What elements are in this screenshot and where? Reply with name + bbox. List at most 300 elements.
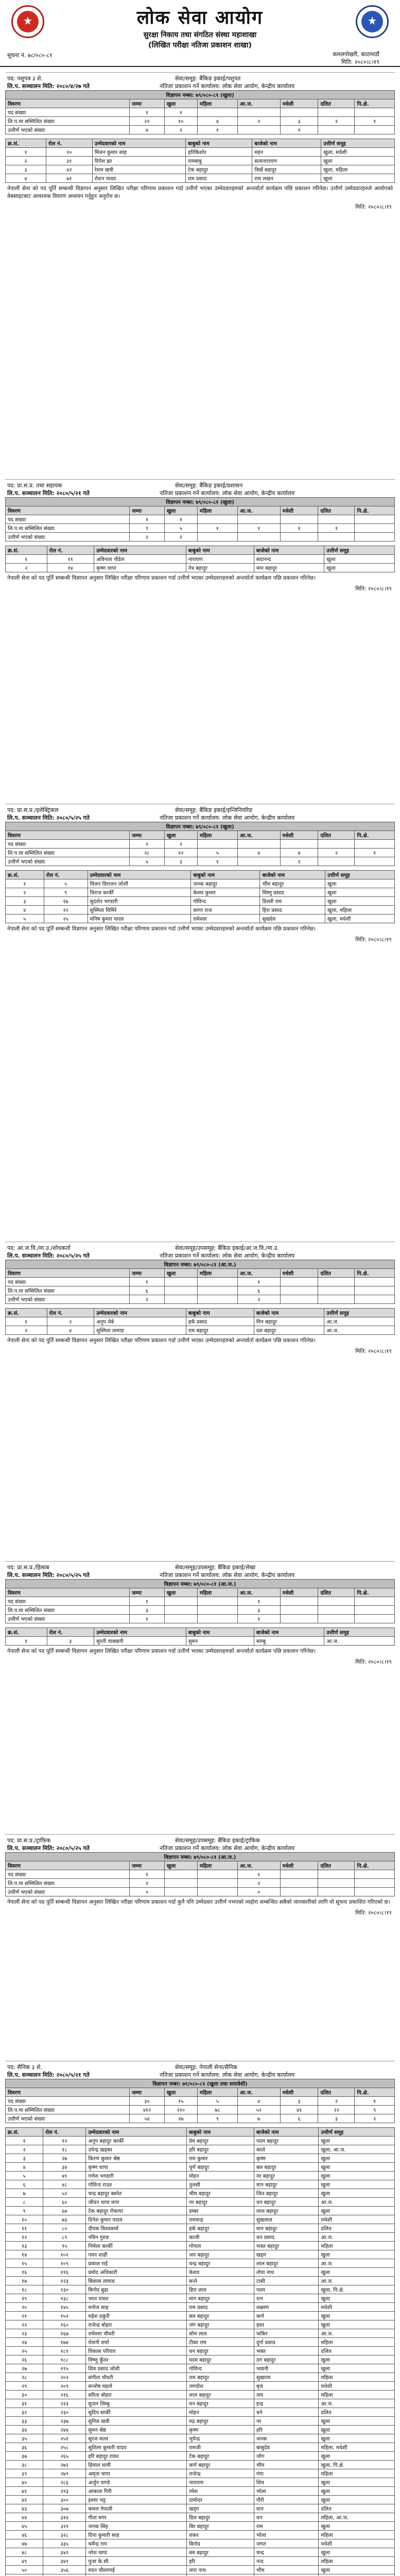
summary-cell (280, 1606, 318, 1615)
summary-cell (318, 1879, 355, 1888)
candidate-cell: हरिकिशोर (185, 148, 252, 157)
passed-candidates-table (5, 870, 395, 923)
summary-cell (197, 1597, 237, 1606)
candidate-cell: १०९ (43, 2259, 86, 2268)
candidate-cell: खुला (324, 564, 395, 572)
summary-cell: २ (130, 533, 165, 541)
candidate-cell: मान बहादुर (187, 2294, 254, 2303)
section-meta (5, 2061, 395, 2079)
summary-cell (197, 1615, 237, 1623)
candidate-cell: खुला, मधेशी (325, 914, 394, 923)
candidate-cell: २ (6, 157, 46, 165)
candidate-cell: खुला (325, 897, 394, 906)
table-row (6, 2285, 395, 2294)
candidate-cell: १८ (43, 2145, 86, 2154)
summary-column-header: आ.ज. (237, 1269, 280, 1278)
summary-cell (318, 1295, 355, 1304)
candidate-cell: आ.ज. (319, 2329, 395, 2338)
candidate-cell: खुला (319, 2320, 395, 2329)
table-row (6, 2320, 395, 2329)
candidate-cell: ४८ (43, 2180, 86, 2189)
candidate-cell: १८१ (43, 2347, 86, 2355)
section-date: मिति: २०८०।८।१९ (355, 204, 392, 210)
candidate-cell: महिला (319, 2373, 395, 2382)
summary-cell (164, 1606, 197, 1615)
service-group: सेवा/समूह: बैंकिङ इकाई/पशुपत (175, 75, 241, 82)
summary-cell: १ (280, 126, 318, 134)
summary-cell (318, 1606, 355, 1615)
summary-cell: ३ (237, 1606, 280, 1615)
table-row (6, 1637, 395, 1646)
candidate-cell: महिला (319, 2242, 395, 2250)
candidate-column-header: रोल नं. (46, 139, 92, 148)
candidate-cell: प्रमोद अधिकारी (86, 2268, 187, 2277)
summary-column-header: जम्मा (130, 831, 165, 840)
summary-cell (318, 533, 355, 541)
candidate-column-header: क्र.सं. (6, 2128, 43, 2137)
candidate-cell: १ (6, 148, 46, 157)
candidate-cell: ४१ (43, 2172, 86, 2180)
candidate-cell: गोविन्द (191, 897, 260, 906)
candidate-cell: केशव (187, 2268, 254, 2277)
candidate-cell: केशव कुमार (191, 888, 260, 897)
candidate-cell: नरेश थापा (86, 2548, 187, 2557)
candidate-cell: १७४ (43, 2338, 86, 2347)
summary-row (6, 1615, 395, 1623)
summary-cell: १ (237, 1278, 280, 1286)
candidate-cell: खुला (325, 879, 394, 888)
candidate-cell: ७३ (43, 2215, 86, 2224)
candidate-cell: बिनोद (187, 2539, 254, 2548)
section-meta (5, 73, 395, 90)
candidate-cell: गीता मगर (86, 2513, 187, 2522)
candidate-cell: जय बहादुर (187, 2250, 254, 2259)
candidate-cell: २५ (44, 914, 88, 923)
summary-cell: ३ (280, 117, 318, 126)
summary-row (6, 849, 395, 857)
summary-cell (355, 1278, 395, 1286)
candidate-cell: १४ (6, 2250, 43, 2259)
summary-cell: ६ (237, 1286, 280, 1295)
summary-cell (318, 1286, 355, 1295)
candidate-cell: २८ (6, 2373, 43, 2382)
summary-row (6, 857, 395, 866)
candidate-cell: रामबाबु (185, 157, 252, 165)
candidate-cell: जंग बहादुर (187, 2320, 254, 2329)
table-row (6, 2382, 395, 2391)
candidate-cell: कृष्ण (254, 2154, 319, 2163)
summary-cell: २ (130, 1295, 165, 1304)
candidate-cell: ४५ (6, 2522, 43, 2531)
candidate-cell: खुला (321, 174, 395, 183)
table-row (6, 2417, 395, 2426)
organization-title: लोक सेवा आयोग (136, 7, 264, 28)
summary-cell (318, 1615, 355, 1623)
summary-cell: ५ (197, 2097, 237, 2106)
candidate-column-header: रोल नं. (47, 546, 94, 555)
summary-cell: २२ (318, 2106, 355, 2114)
summary-column-header: दलित (318, 99, 355, 108)
candidate-cell: १६ (6, 2268, 43, 2277)
candidate-cell: २०२ (43, 2373, 86, 2382)
candidate-cell: २६ (6, 2355, 43, 2364)
candidate-cell: ११६ (43, 2268, 86, 2277)
summary-cell: १ (355, 117, 395, 126)
candidate-cell: मोहन (187, 2408, 254, 2417)
advertisement-number: विज्ञापन नम्बर: ७९/०८०-८१ (खुला) (6, 498, 395, 506)
candidate-cell: १३० (43, 2285, 86, 2294)
candidate-cell: प्रेम बहादुर (187, 2137, 254, 2145)
candidate-cell: मन बहादुर (187, 2399, 254, 2408)
summary-cell: १ (130, 1597, 165, 1606)
candidate-cell: नर (254, 2417, 319, 2426)
service-group: सेवा/समूह: नेपाली सेना/सैनिक (175, 2064, 238, 2071)
division-name: सुरक्षा निकाय तथा संगठित संस्था महाशाखा (143, 31, 257, 39)
section-meta (5, 1242, 395, 1260)
candidate-cell: खुला, पि.क्षे. (319, 2461, 395, 2469)
candidate-cell: ३४ (43, 2163, 86, 2172)
table-row (6, 2487, 395, 2496)
office-location: कमलपोखरी, काठमाडौं (333, 51, 379, 58)
summary-cell: २ (318, 2097, 355, 2106)
candidate-cell: दुर्गा प्रसाद (254, 2338, 319, 2347)
summary-column-header: विवरण (6, 1588, 130, 1597)
summary-cell (164, 1888, 197, 1896)
summary-cell (318, 515, 355, 524)
summary-cell (280, 533, 318, 541)
candidate-column-header: उत्तीर्ण समूह (324, 546, 395, 555)
summary-cell: २७ (164, 2114, 197, 2123)
candidate-column-header: क्र.सं. (6, 546, 47, 555)
candidate-cell: चन्द्र बहादुर (187, 2259, 254, 2268)
table-row (6, 2399, 395, 2408)
summary-cell: उत्तीर्ण भएको संख्या (6, 1615, 130, 1623)
summary-cell: ९ (355, 2106, 395, 2114)
summary-cell: उत्तीर्ण भएको संख्या (6, 2114, 130, 2123)
candidate-cell: राम बहादुर (187, 2373, 254, 2382)
summary-cell (237, 108, 280, 117)
summary-cell: १० (164, 117, 197, 126)
notice-paragraph: नेपाली सेना को पद पूर्ति सम्बन्धी विज्ञापन अनुसार लिखित परीक्षा परिणाम प्रकाशन गर्दा उत्तीर्ण भएका उम्मेदवारहरुको अन्तर्वार्ता कार्यक्रम पछि प्रकाशन गरिनेछ। (7, 1648, 316, 1654)
table-row (6, 2469, 395, 2478)
table-row (6, 2496, 395, 2504)
result-section (5, 804, 395, 944)
result-office: नतिजा प्रकाशन गर्ने कार्यालय: लोक सेवा आयोग, केन्द्रीय कार्यालय (160, 83, 295, 90)
candidate-cell: सुखदेव (260, 914, 325, 923)
candidate-cell: राम कुमार (187, 2154, 254, 2163)
post-name: पद: पशुपत्र ३ शे. (7, 75, 43, 82)
candidate-column-header: उम्मेदवारको नाम (88, 871, 191, 879)
summary-cell: २ (164, 533, 197, 541)
summary-table (5, 1852, 395, 1896)
candidate-cell: २३७ (43, 2417, 86, 2426)
summary-cell (164, 1286, 197, 1295)
candidate-column-header: उम्मेदवारको नाम (92, 139, 185, 148)
candidate-cell: आ.ज. (324, 1326, 395, 1335)
candidate-cell: धन प्रसाद (254, 2233, 319, 2242)
table-row (6, 2250, 395, 2259)
candidate-cell: हिरा लाल (187, 2285, 254, 2294)
post-name: पद: प्रा.स.प्र./हिसाब (7, 1564, 49, 1571)
passed-candidates-table (5, 139, 395, 183)
candidate-column-header: बाबुको नाम (186, 546, 254, 555)
candidate-cell: ३ (6, 165, 46, 174)
result-office: नतिजा प्रकाशन गर्ने कार्यालय: लोक सेवा आयोग, केन्द्रीय कार्यालय (160, 815, 295, 821)
candidate-cell: रोशन यादव (92, 174, 185, 183)
summary-cell: १ (280, 524, 318, 533)
candidate-cell: रत्न (254, 2294, 319, 2303)
summary-column-header: खुला (164, 1861, 197, 1870)
candidate-cell: सरिता बोहरा (86, 2391, 187, 2399)
section-date: मिति: २०८०।८।१९ (355, 586, 392, 592)
summary-cell (164, 1870, 197, 1879)
summary-column-header: विवरण (6, 506, 130, 515)
candidate-cell: मधेशी (319, 2303, 395, 2312)
notice-header (0, 0, 400, 67)
summary-cell: २ (355, 2114, 395, 2123)
candidate-column-header: बाजेको नाम (254, 1628, 324, 1637)
section-meta (5, 480, 395, 497)
candidate-cell: ४९ (6, 2557, 43, 2566)
candidate-cell: सुखराम (254, 2373, 319, 2382)
table-row (6, 2233, 395, 2242)
table-row (6, 157, 395, 165)
candidate-cell (319, 2574, 395, 2576)
table-row (6, 2259, 395, 2268)
summary-row (6, 1278, 395, 1286)
summary-column-header: विवरण (6, 99, 130, 108)
candidate-cell: महेश ठकुरी (86, 2312, 187, 2320)
candidate-cell: सदानन्द (254, 555, 324, 564)
candidate-cell: सागर राज (191, 906, 260, 914)
candidate-cell: जनक बहादुर (191, 879, 260, 888)
candidate-cell: ३२ (6, 2408, 43, 2417)
summary-cell (280, 840, 318, 849)
candidate-cell: हस्त (254, 2320, 319, 2329)
table-row (6, 2347, 395, 2355)
candidate-cell: १२ (6, 2233, 43, 2242)
section-meta (5, 804, 395, 822)
table-row (6, 2566, 395, 2574)
candidate-cell: १२३ (43, 2277, 86, 2285)
summary-cell: ४ (237, 2097, 280, 2106)
table-row (6, 2522, 395, 2531)
candidate-cell: खुला (319, 2434, 395, 2443)
candidate-cell: ४८ (6, 2548, 43, 2557)
result-office: नतिजा प्रकाशन गर्ने कार्यालय: लोक सेवा आयोग, केन्द्रीय कार्यालय (160, 1252, 295, 1259)
candidate-cell: १ (6, 555, 47, 564)
advertisement-number: विज्ञापन नम्बर: ७९/०८०-८१ (आ.ज.) (6, 1260, 395, 1269)
candidate-cell: ५२ (43, 2189, 86, 2198)
candidate-column-header: उम्मेदवारको नाम (94, 1309, 186, 1317)
summary-column-header: विवरण (6, 1269, 130, 1278)
summary-cell: २ (237, 1295, 280, 1304)
candidate-cell: कृष्ण (187, 2426, 254, 2434)
candidate-cell: २९३ (43, 2487, 86, 2496)
candidate-cell: भीम बहादुर (187, 2189, 254, 2198)
candidate-cell: गोविन्द (187, 2364, 254, 2373)
table-row (6, 2207, 395, 2215)
summary-cell (355, 857, 395, 866)
candidate-cell: ५० (6, 2566, 43, 2574)
summary-cell (280, 1286, 318, 1295)
candidate-column-header: उत्तीर्ण समूह (319, 2128, 395, 2137)
advertisement-number: विज्ञापन नम्बर: ७९/०८०-८१ (खुला) (6, 91, 395, 99)
candidate-cell (43, 2574, 86, 2576)
summary-cell: लि.प.मा सम्मिलित संख्या (6, 117, 130, 126)
candidate-cell: उपेन्द्र खड्का (86, 2145, 187, 2154)
summary-cell: पद संख्या (6, 1278, 130, 1286)
summary-row (6, 126, 395, 134)
candidate-cell: २९ (6, 2382, 43, 2391)
candidate-cell: विष्णु कुँवर (86, 2355, 187, 2364)
candidate-cell: जगदीश (187, 2382, 254, 2391)
candidate-cell: सुखलाल (254, 2215, 319, 2224)
candidate-cell: खुला (319, 2426, 395, 2434)
summary-cell: १ (237, 524, 280, 533)
candidate-cell: ६० (43, 2198, 86, 2207)
summary-cell (318, 1888, 355, 1896)
candidate-cell: कर्ण बहादुर (187, 2461, 254, 2469)
candidate-cell: राम प्रसाद (187, 2303, 254, 2312)
candidate-cell: तोया नाथ (254, 2268, 319, 2277)
summary-cell (280, 1888, 318, 1896)
candidate-cell: जगत (254, 2539, 319, 2548)
exam-date: लि.प. सञ्चालन मिति: २०८०/५/२५ गते (7, 1845, 90, 1852)
summary-cell: उत्तीर्ण भएको संख्या (6, 857, 130, 866)
candidate-cell: जनक (254, 2434, 319, 2443)
candidate-cell: लाल बहादुर (254, 2259, 319, 2268)
candidate-cell: खड्ग (187, 2504, 254, 2513)
candidate-cell: रामेश्वर (191, 914, 260, 923)
summary-cell: ५४ (130, 2114, 165, 2123)
summary-cell: लि.प.मा सम्मिलित संख्या (6, 1286, 130, 1295)
candidate-column-header: रोल नं. (44, 871, 88, 879)
candidate-cell: खुला (319, 2250, 395, 2259)
summary-cell: ५ (197, 849, 237, 857)
summary-cell: १ (130, 108, 165, 117)
candidate-cell: २ (6, 2145, 43, 2154)
candidate-cell: सुमन (186, 1637, 254, 1646)
candidate-cell: कृष्ण थापा (94, 564, 186, 572)
candidate-cell: ३७ (6, 2452, 43, 2461)
table-row (6, 2224, 395, 2233)
summary-table (5, 822, 395, 866)
candidate-cell: ११ (6, 2224, 43, 2233)
candidate-cell: आ.ज. (324, 1637, 395, 1646)
candidate-cell: ९ (6, 2207, 43, 2215)
candidate-cell: ३४९ (43, 2557, 86, 2566)
section-meta (5, 1562, 395, 1579)
candidate-cell: अनुप थेबे (94, 1317, 186, 1326)
table-row (6, 2312, 395, 2320)
candidate-cell: २२३ (43, 2399, 86, 2408)
candidate-cell: मधेशी (319, 2539, 395, 2548)
summary-cell (355, 1888, 395, 1896)
candidate-cell: ५ (6, 2172, 43, 2180)
table-row (6, 2329, 395, 2338)
summary-column-header: मधेशी (280, 1269, 318, 1278)
summary-column-header: खुला (164, 506, 197, 515)
passed-candidates-table (5, 1628, 395, 1646)
summary-row (6, 840, 395, 849)
table-row (6, 906, 395, 914)
candidate-column-header: बाजेको नाम (260, 871, 325, 879)
candidate-cell: आकाश गिरी (86, 2487, 187, 2496)
candidate-cell: खड्ग (254, 2250, 319, 2259)
summary-cell (318, 1597, 355, 1606)
summary-cell: ६ (280, 2114, 318, 2123)
passed-candidates-table (5, 546, 395, 572)
candidate-cell: १६७ (43, 2329, 86, 2338)
summary-cell: २ (318, 117, 355, 126)
summary-cell (164, 1879, 197, 1888)
summary-cell: ० (130, 1888, 165, 1896)
summary-row (6, 1597, 395, 1606)
summary-cell (318, 1870, 355, 1879)
summary-cell (355, 524, 395, 533)
section-date: मिति: २०८०।८।१९ (355, 1910, 392, 1916)
candidate-cell: निर्मला कार्की (86, 2242, 187, 2250)
candidate-cell: २७ (6, 2364, 43, 2373)
candidate-cell: नन्द (254, 2557, 319, 2566)
candidate-cell: दलित (319, 2504, 395, 2513)
notice-paragraph: नेपाली सेना को पद पूर्ति सम्बन्धी विज्ञापन अनुसार लिखित परीक्षा परिणाम प्रकाशन गर्दा उत्तीर्ण भएका उम्मेदवारहरुको अन्तर्वार्ता कार्यक्रम पछि प्रकाशन गरिनेछ। (7, 575, 316, 581)
candidate-column-header: क्र.सं. (6, 139, 46, 148)
summary-column-header: दलित (318, 1588, 355, 1597)
summary-column-header: मधेशी (280, 99, 318, 108)
candidate-cell: ७१ (46, 174, 92, 183)
candidate-cell: १६० (43, 2320, 86, 2329)
candidate-cell: चन्द्र बहादुर बस्नेत (86, 2189, 187, 2198)
table-row (6, 2531, 395, 2539)
candidate-cell: हरि बहादुर (187, 2145, 254, 2154)
candidate-cell: १० (46, 148, 92, 157)
candidate-cell: पूर्ण बहादुर (187, 2163, 254, 2172)
candidate-cell: चन्द्र (254, 2548, 319, 2557)
summary-column-header: खुला (164, 2088, 197, 2097)
candidate-cell: कर्ण (254, 2312, 319, 2320)
candidate-cell (254, 2574, 319, 2576)
candidate-cell: महिला (319, 2557, 395, 2566)
candidate-column-header: उत्तीर्ण समूह (321, 139, 395, 148)
candidate-cell: ९५ (43, 2242, 86, 2250)
summary-cell: १ (197, 857, 237, 866)
summary-cell: २१० (164, 2106, 197, 2114)
summary-cell: २ (318, 849, 355, 857)
candidate-cell: मान बहादुर (254, 2224, 319, 2233)
candidate-cell: सुरती याक्खनी (94, 1637, 186, 1646)
candidate-cell: ४२ (46, 165, 92, 174)
table-row (6, 2163, 395, 2172)
result-section (5, 479, 395, 594)
table-row (6, 2478, 395, 2487)
summary-table (5, 90, 395, 134)
summary-cell: १ (237, 1870, 280, 1879)
candidate-cell: खुला (324, 555, 395, 564)
candidate-cell: ३५ (6, 2434, 43, 2443)
summary-cell (355, 1286, 395, 1295)
summary-column-header: दलित (318, 506, 355, 515)
candidate-cell: टीका राम (187, 2338, 254, 2347)
result-section (5, 1242, 395, 1356)
candidate-cell: राजेन्द्र बोहरा (86, 2320, 187, 2329)
candidate-cell: महिला (319, 2531, 395, 2539)
candidate-column-header: बाबुको नाम (185, 139, 252, 148)
candidate-cell: नविन गुरुङ (86, 2233, 187, 2242)
candidate-cell: दल बहादुर (254, 1326, 324, 1335)
summary-column-header: मधेशी (280, 2088, 318, 2097)
